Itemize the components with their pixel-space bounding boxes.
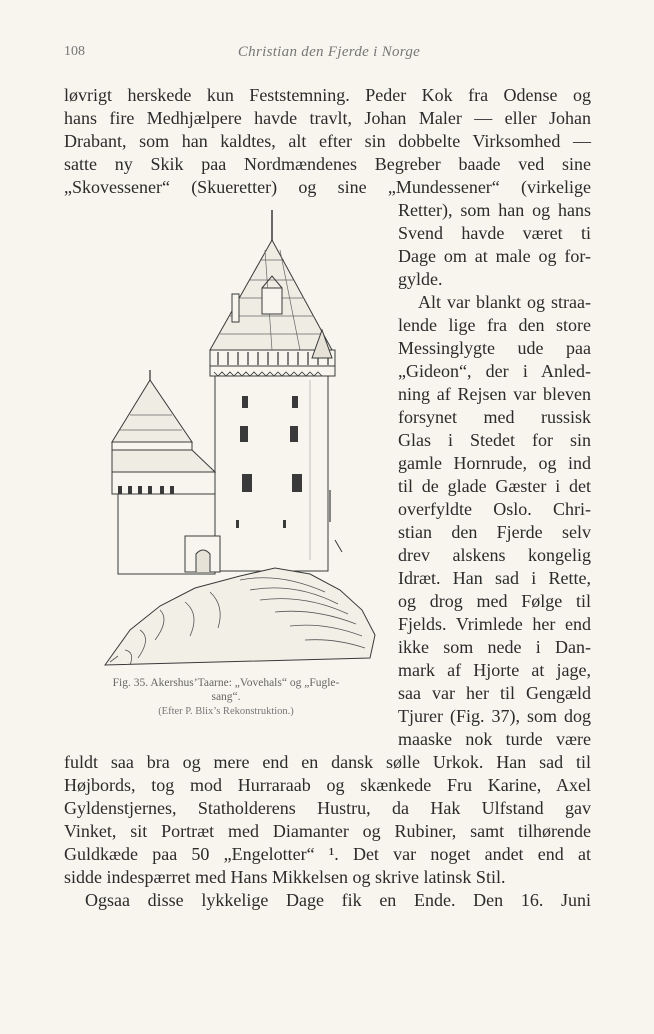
text-line: Ogsaa disse lykkelige Dage fik en Ende. Den 16. Juni xyxy=(85,890,591,910)
text-line: Alt var blankt og straa- xyxy=(418,292,591,312)
text-line: ning af Rejsen var bleven xyxy=(398,384,591,404)
text-line: løvrigt herskede kun Feststemning. Peder Kok fra Odense og xyxy=(64,85,591,105)
figure-caption xyxy=(64,676,388,719)
text-line: Dage om at male og for- xyxy=(398,246,591,266)
text-line: gamle Hornrude, og ind xyxy=(398,453,591,473)
text-line: Idræt. Han sad i Rette, xyxy=(398,568,591,588)
tower-illustration xyxy=(100,210,395,675)
caption-line: Fig. 35. Akershus’Taarne: „Vovehals“ og „Fugle- xyxy=(112,677,340,689)
running-title: Christian den Fjerde i Norge xyxy=(237,44,421,60)
text-line: Fjelds. Vrimlede her end xyxy=(398,614,591,634)
text-line: ikke som nede i Dan- xyxy=(398,637,591,657)
text-line: gylde. xyxy=(398,269,443,289)
text-line: Gyldenstjernes, Statholderens Hustru, da Hak Ulfstand gav xyxy=(64,798,591,818)
text-line: drev alskens kongelig xyxy=(398,545,591,565)
text-line: og drog med Følge til xyxy=(398,591,591,611)
text-line: fuldt saa bra og mere end en dansk sølle Urkok. Han sad til xyxy=(64,752,591,772)
text-line: saa var her til Gengæld xyxy=(398,683,591,703)
text-line: satte ny Skik paa Nordmændenes Begreber baade ved sine xyxy=(64,154,591,174)
text-line: Højbords, tog mod Hurraraab og skænkede Fru Karine, Axel xyxy=(64,775,591,795)
text-line: Messinglygte ude paa xyxy=(398,338,591,358)
text-line: Glas i Stedet for sin xyxy=(398,430,591,450)
figure-credit: (Efter P. Blix’s Rekonstruktion.) xyxy=(158,706,294,717)
text-line: lende lige fra den store xyxy=(398,315,591,335)
text-line: til de glade Gæster i det xyxy=(398,476,591,496)
text-line: „Skovessener“ (Skueretter) og sine „Mundessener“ (virkelige xyxy=(64,177,591,197)
text-line: stian den Fjerde selv xyxy=(398,522,591,542)
text-line: Tjurer (Fig. 37), som dog xyxy=(398,706,591,726)
text-line: maaske nok turde være xyxy=(398,729,591,749)
text-line: forsynet med russisk xyxy=(398,407,591,427)
text-line: Retter), som han og hans xyxy=(398,200,591,220)
text-line: hans fire Medhjælpere havde travlt, Johan Maler — eller Johan xyxy=(64,108,591,128)
text-line: sidde indespærret med Hans Mikkelsen og skrive latinsk Stil. xyxy=(64,867,506,887)
text-line: „Gideon“, der i Anled- xyxy=(398,361,591,381)
text-line: Vinket, sit Portræt med Diamanter og Rubiner, samt tilhørende xyxy=(64,821,591,841)
text-line: Drabant, som han kaldtes, alt efter sin dobbelte Virksomhed — xyxy=(64,131,591,151)
text-line: Guldkæde paa 50 „Engelotter“ ¹. Det var noget andet end at xyxy=(64,844,591,864)
text-line: Svend havde været ti xyxy=(398,223,591,243)
text-line: overfyldte Oslo. Chri- xyxy=(398,499,591,519)
page-number: 108 xyxy=(64,44,85,59)
page-header xyxy=(64,44,594,66)
caption-line: sang“. xyxy=(211,691,241,703)
text-line: mark af Hjorte at jage, xyxy=(398,660,591,680)
